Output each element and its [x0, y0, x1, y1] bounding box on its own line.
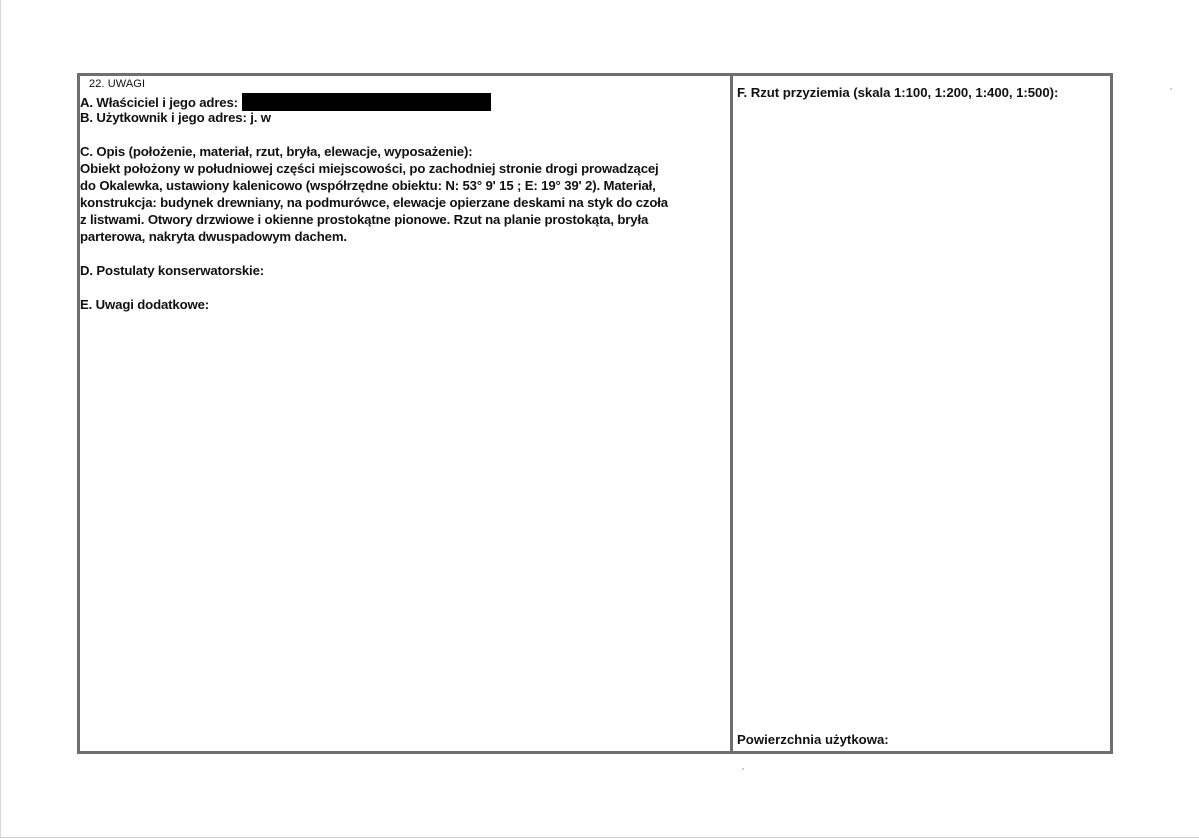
- scan-speck: [742, 768, 744, 770]
- description-line: z listwami. Otwory drzwiowe i okienne prostokątne pionowe. Rzut na planie prostokąta, bryła: [80, 212, 649, 227]
- owner-label: A. Właściciel i jego adres:: [80, 95, 238, 110]
- usable-area-label: Powierzchnia użytkowa:: [737, 732, 889, 747]
- remarks-form-frame: [77, 73, 1113, 754]
- remarks-label: E. Uwagi dodatkowe:: [80, 297, 210, 312]
- owner-redaction-bar: [242, 93, 491, 111]
- remarks-column: [80, 76, 733, 751]
- postulates-label: D. Postulaty konserwatorskie:: [80, 263, 264, 278]
- plan-column: [733, 76, 1110, 751]
- description-line: parterowa, nakryta dwuspadowym dachem.: [80, 229, 347, 244]
- description-label: C. Opis (położenie, materiał, rzut, bryła, elewacje, wyposażenie):: [80, 144, 473, 159]
- description-line: do Okalewka, ustawiony kalenicowo (współrzędne obiektu: N: 53° 9' 15 ; E: 19° 39' 2). Materiał,: [80, 178, 656, 193]
- user-label: B. Użytkownik i jego adres:: [80, 110, 247, 125]
- section-number: 22. UWAGI: [89, 78, 146, 90]
- owner-row: [80, 93, 491, 111]
- user-value: j. w: [250, 110, 271, 125]
- description-line: konstrukcja: budynek drewniany, na podmurówce, elewacje opierzane deskami na styk do czoła: [80, 195, 668, 210]
- user-row: [80, 110, 271, 125]
- description-line: Obiekt położony w południowej części miejscowości, po zachodniej stronie drogi prowadzącej: [80, 161, 659, 176]
- plan-label: F. Rzut przyziemia (skala 1:100, 1:200, 1:400, 1:500):: [737, 85, 1059, 100]
- scan-speck: [1170, 88, 1172, 90]
